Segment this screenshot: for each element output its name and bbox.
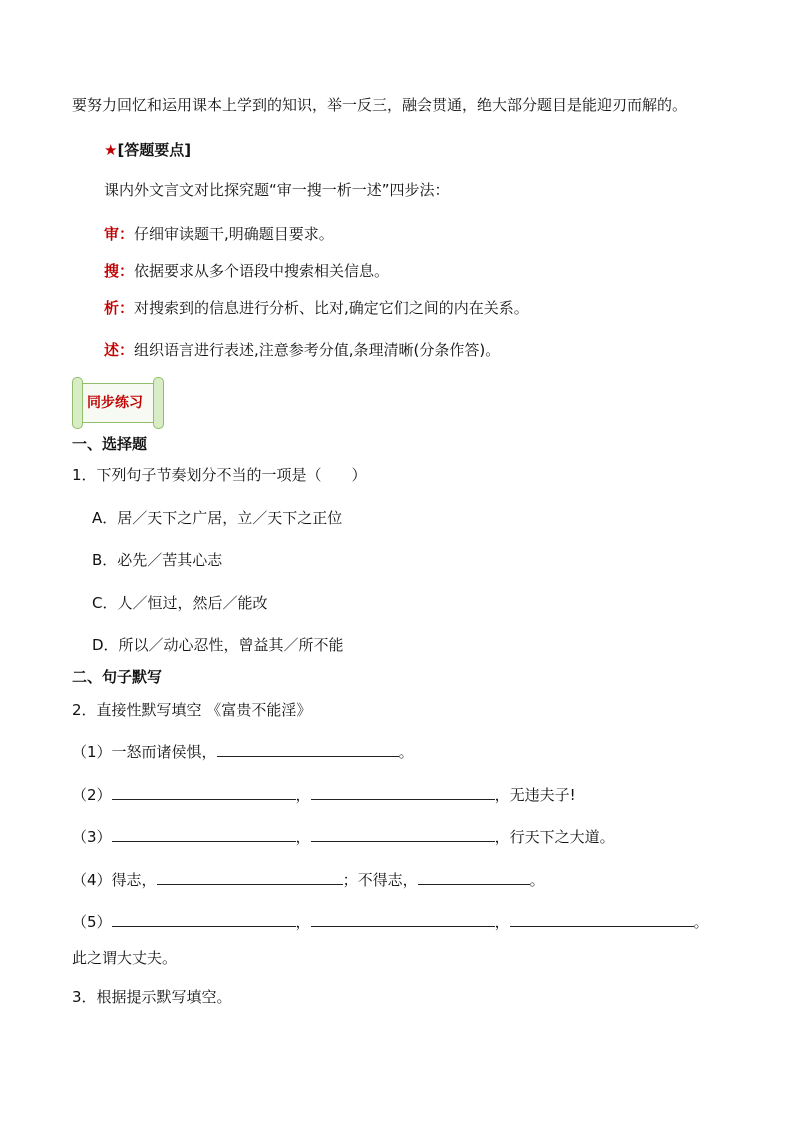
fill-item-5 (72, 912, 709, 932)
item-end: 。 (398, 743, 414, 761)
item-number: （3） (72, 828, 112, 846)
answer-blank[interactable] (311, 912, 495, 927)
scroll-roll-right (153, 377, 164, 429)
step-sou (104, 261, 389, 281)
option-b[interactable]: B．必先／苦其心志 (92, 551, 223, 569)
item-sep: ， (295, 913, 311, 931)
answer-points-title (104, 140, 191, 160)
item-number: （2） (72, 786, 112, 804)
item-prefix: 一怒而诸侯惧， (111, 743, 217, 761)
question-1: 1．下列句子节奏划分不当的一项是（ ） (72, 466, 367, 484)
answer-blank[interactable] (510, 912, 694, 927)
step-text: 对搜索到的信息进行分析、比对,确定它们之间的内在关系。 (134, 299, 529, 317)
answer-blank[interactable] (157, 870, 343, 885)
fill-item-3 (72, 827, 615, 847)
fill-item-4 (72, 870, 545, 890)
item-sep: ；不得志， (342, 871, 418, 889)
item-number: （5） (72, 913, 112, 931)
step-text: 仔细审读题干,明确题目要求。 (134, 225, 334, 243)
answer-blank[interactable] (112, 827, 296, 842)
section-heading-dictation: 二、句子默写 (72, 668, 163, 686)
item-end: ，无违夫子! (494, 786, 576, 804)
item-end: ，行天下之大道。 (494, 828, 615, 846)
step-text: 依据要求从多个语段中搜索相关信息。 (134, 262, 390, 280)
question-2: 2．直接性默写填空 《富贵不能淫》 (72, 701, 312, 719)
item-end: 。 (693, 913, 709, 931)
answer-blank[interactable] (311, 785, 495, 800)
step-key: 析： (104, 299, 135, 317)
item-number: （4） (72, 871, 112, 889)
item-sep: ， (295, 828, 311, 846)
section-title: [答题要点] (117, 141, 192, 159)
question-3: 3．根据提示默写填空。 (72, 988, 232, 1006)
sync-practice-banner (72, 375, 164, 427)
item-number: （1） (72, 743, 112, 761)
item-end: 。 (529, 871, 545, 889)
step-xi (104, 298, 529, 318)
step-key: 审： (104, 225, 135, 243)
step-shu (104, 340, 500, 360)
answer-blank[interactable] (418, 870, 530, 885)
closing-line: 此之谓大丈夫。 (72, 949, 178, 967)
option-c[interactable]: C．人／恒过，然后／能改 (92, 594, 268, 612)
answer-blank[interactable] (217, 742, 399, 757)
scroll-roll-left (72, 377, 83, 429)
answer-blank[interactable] (112, 785, 296, 800)
step-key: 搜： (104, 262, 135, 280)
star-icon: ★ (104, 141, 118, 159)
fill-item-1 (72, 742, 414, 762)
item-sep: ， (494, 913, 510, 931)
item-sep: ， (295, 786, 311, 804)
intro-line: 要努力回忆和运用课本上学到的知识，举一反三，融会贯通，绝大部分题目是能迎刃而解的。 (72, 96, 688, 114)
step-text: 组织语言进行表述,注意参考分值,条理清晰(分条作答)。 (134, 341, 501, 359)
option-a[interactable]: A．居／天下之广居，立／天下之正位 (92, 509, 343, 527)
answer-blank[interactable] (311, 827, 495, 842)
step-key: 述： (104, 341, 135, 359)
method-subtitle: 课内外文言文对比探究题“审一搜一析一述”四步法： (104, 181, 450, 199)
answer-blank[interactable] (112, 912, 296, 927)
option-d[interactable]: D．所以／动心忍性，曾益其／所不能 (92, 636, 344, 654)
item-prefix: 得志， (111, 871, 157, 889)
section-heading-choice: 一、选择题 (72, 435, 148, 453)
step-shen (104, 224, 334, 244)
fill-item-2 (72, 785, 576, 805)
banner-label: 同步练习 (87, 395, 143, 411)
